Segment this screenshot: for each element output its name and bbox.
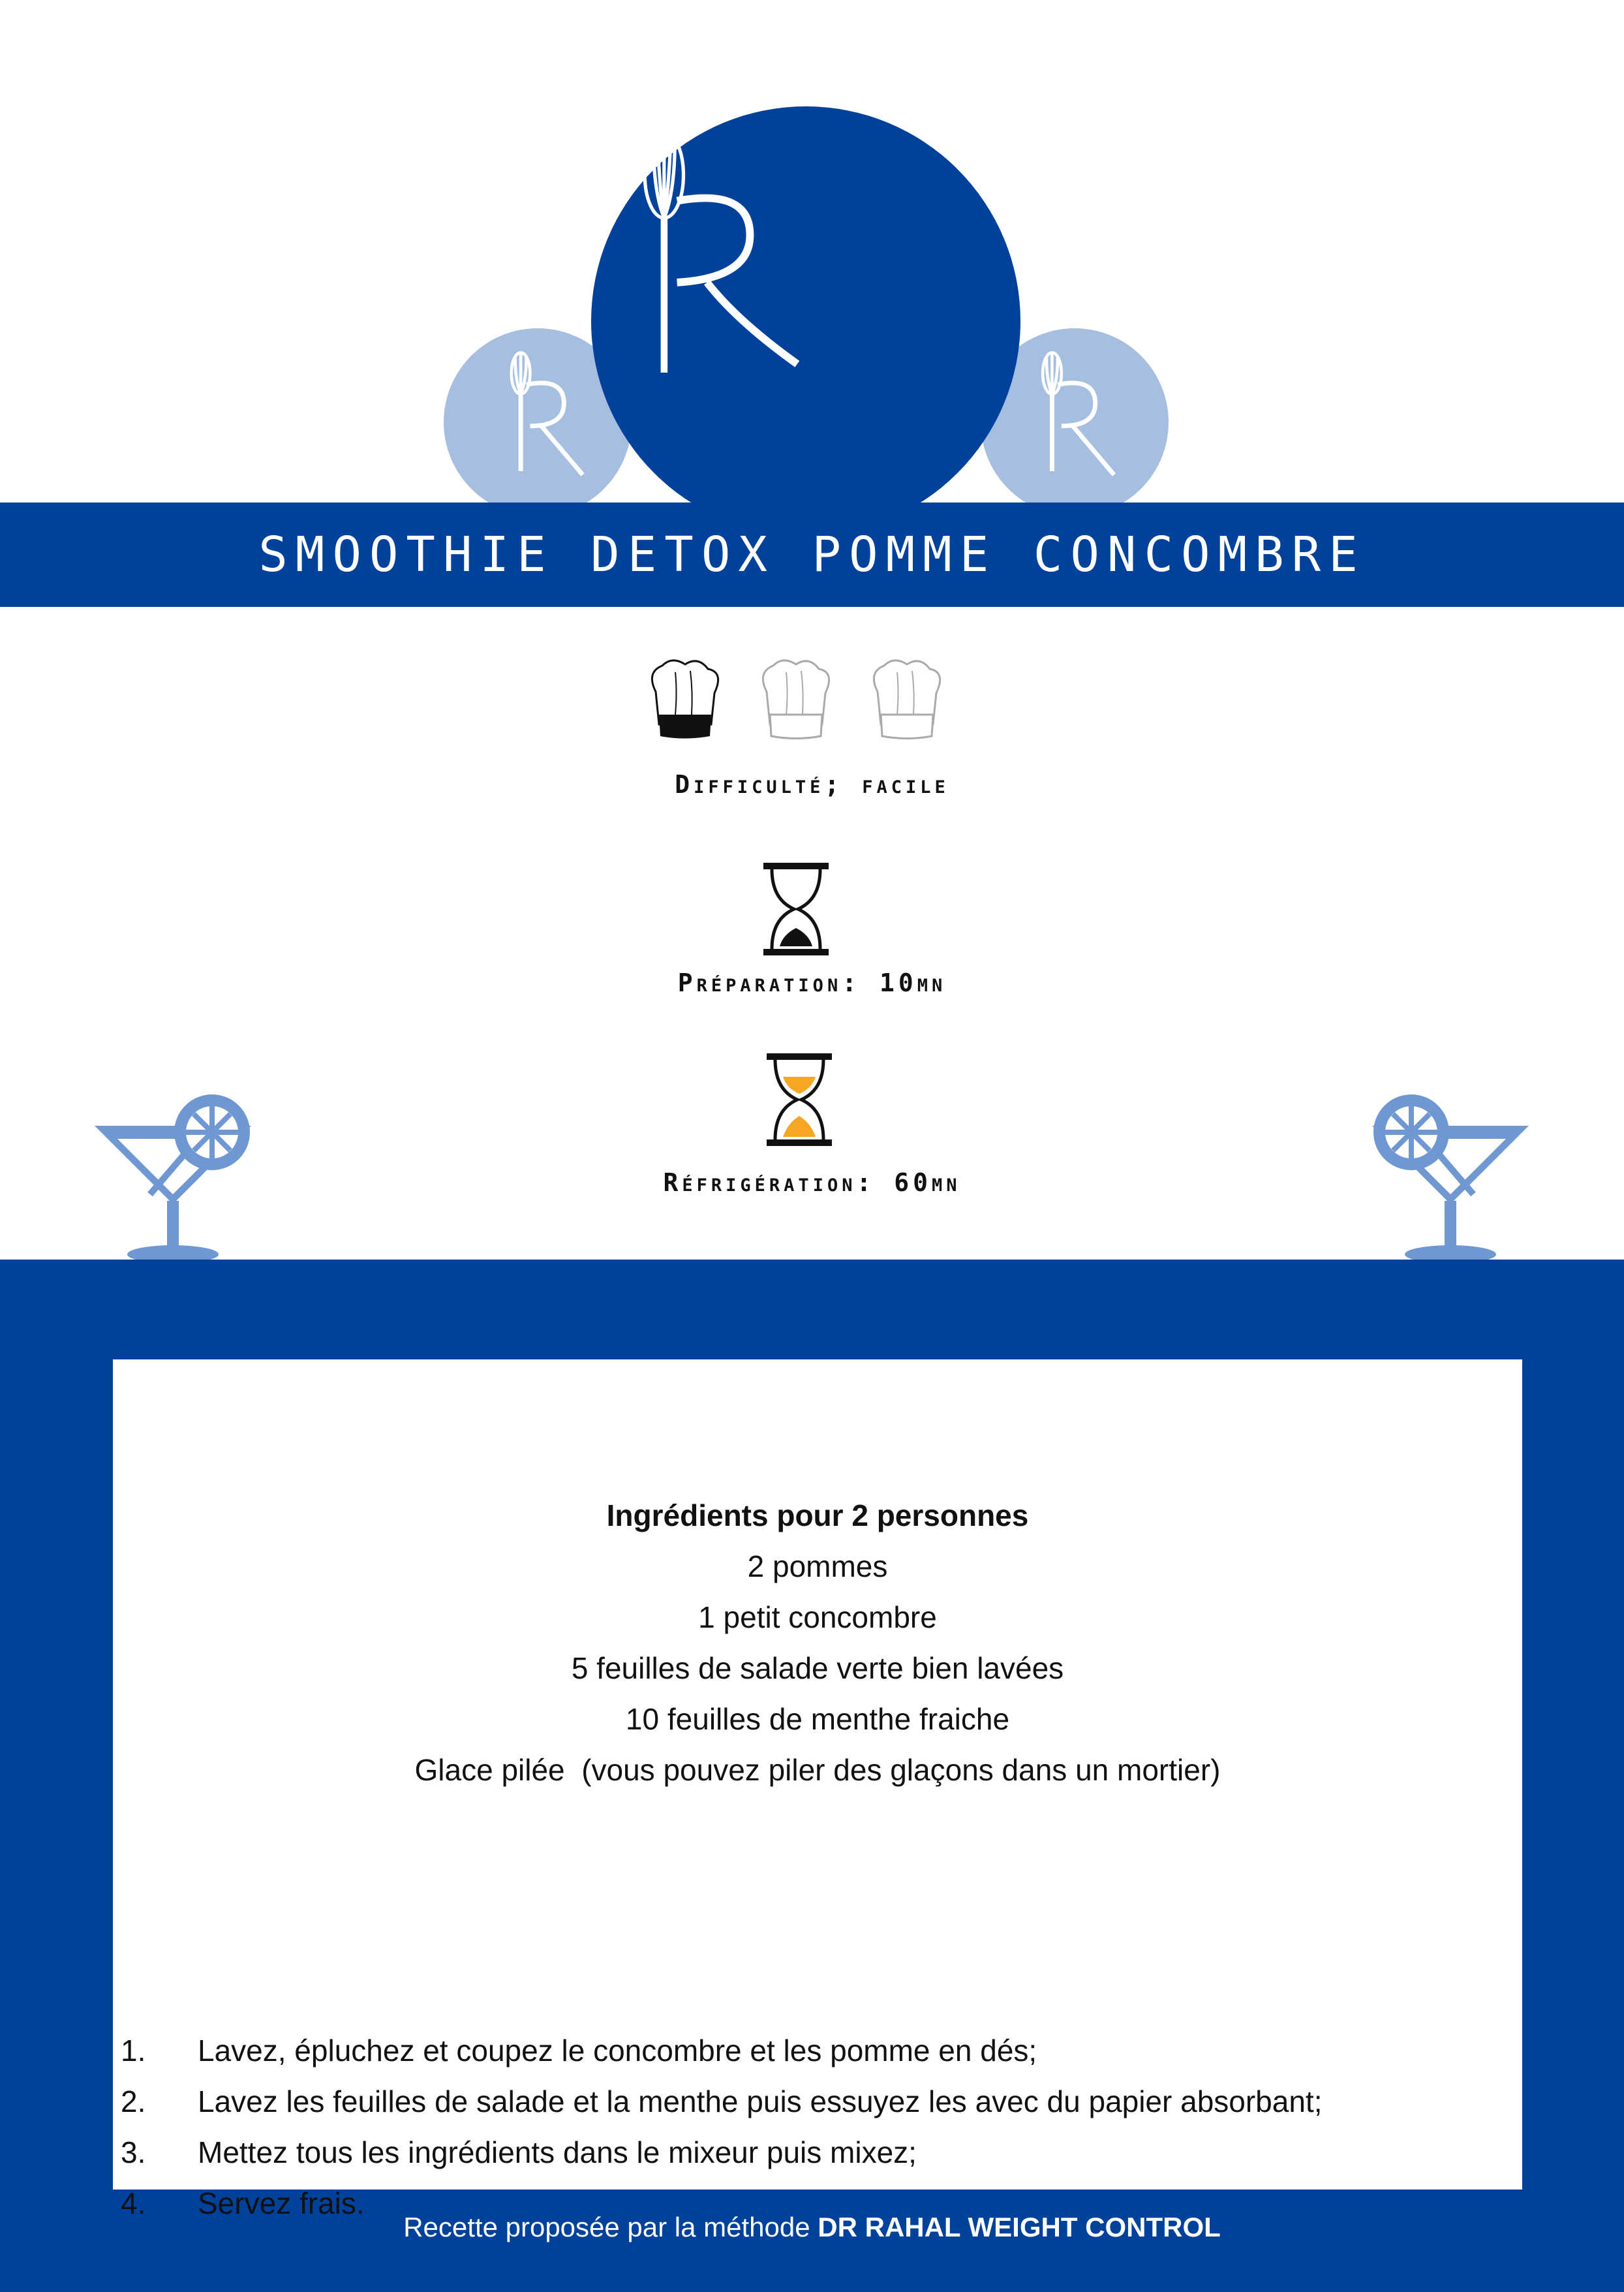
step-text: Lavez les feuilles de salade et la menthe puis essuyez les avec du papier absorbant; <box>198 2084 1323 2118</box>
step-number: 2. <box>121 2084 146 2118</box>
step-number: 1. <box>121 2034 146 2067</box>
page-title: SMOOTHIE DETOX POMME CONCOMBRE <box>258 527 1366 583</box>
ingredient-item: 10 feuilles de menthe fraiche <box>625 1702 1010 1736</box>
brand-name: DR RAHAL WEIGHT CONTROL <box>818 2212 1221 2242</box>
preparation-label: Préparation: 10mn <box>677 968 947 997</box>
step-number: 3. <box>121 2135 146 2169</box>
footer-credit <box>0 2205 1624 2250</box>
chef-hat-icon <box>874 660 940 739</box>
step-item <box>121 2025 1517 2076</box>
whisk-icon <box>591 106 1020 536</box>
chef-hat-icon <box>763 660 829 739</box>
recipe-card <box>113 1359 1522 2220</box>
ingredients-title: Ingrédients pour 2 personnes <box>606 1498 1029 1532</box>
step-item <box>121 2076 1517 2127</box>
steps-list <box>121 2025 1517 2229</box>
step-number: 4. <box>121 2186 146 2220</box>
ingredients-list <box>113 1490 1522 1795</box>
refrigeration-label: Réfrigération: 60mn <box>663 1168 961 1197</box>
difficulty-rating <box>639 653 953 757</box>
step-text: Lavez, épluchez et coupez le concombre et les pomme en dés; <box>198 2034 1037 2067</box>
ingredient-item: 5 feuilles de salade verte bien lavées <box>571 1651 1064 1685</box>
step-item <box>121 2127 1517 2178</box>
difficulty-label: Difficulté; facile <box>675 770 949 799</box>
credit-prefix: Recette proposée par la méthode <box>403 2212 818 2242</box>
cocktail-icon <box>1362 1090 1532 1261</box>
step-text: Mettez tous les ingrédients dans le mixeur puis mixez; <box>198 2135 917 2169</box>
ingredient-item: 2 pommes <box>747 1549 888 1583</box>
ingredient-item: Glace pilée (vous pouvez piler des glaçons dans un mortier) <box>414 1753 1221 1787</box>
ingredient-item: 1 petit concombre <box>698 1600 937 1634</box>
title-band <box>0 503 1624 607</box>
cocktail-icon <box>91 1090 261 1261</box>
chef-hat-icon <box>652 660 718 739</box>
hourglass-icon <box>763 1051 835 1149</box>
logo-main <box>591 106 1020 536</box>
hourglass-icon <box>760 860 832 958</box>
step-text: Servez frais. <box>198 2186 365 2220</box>
